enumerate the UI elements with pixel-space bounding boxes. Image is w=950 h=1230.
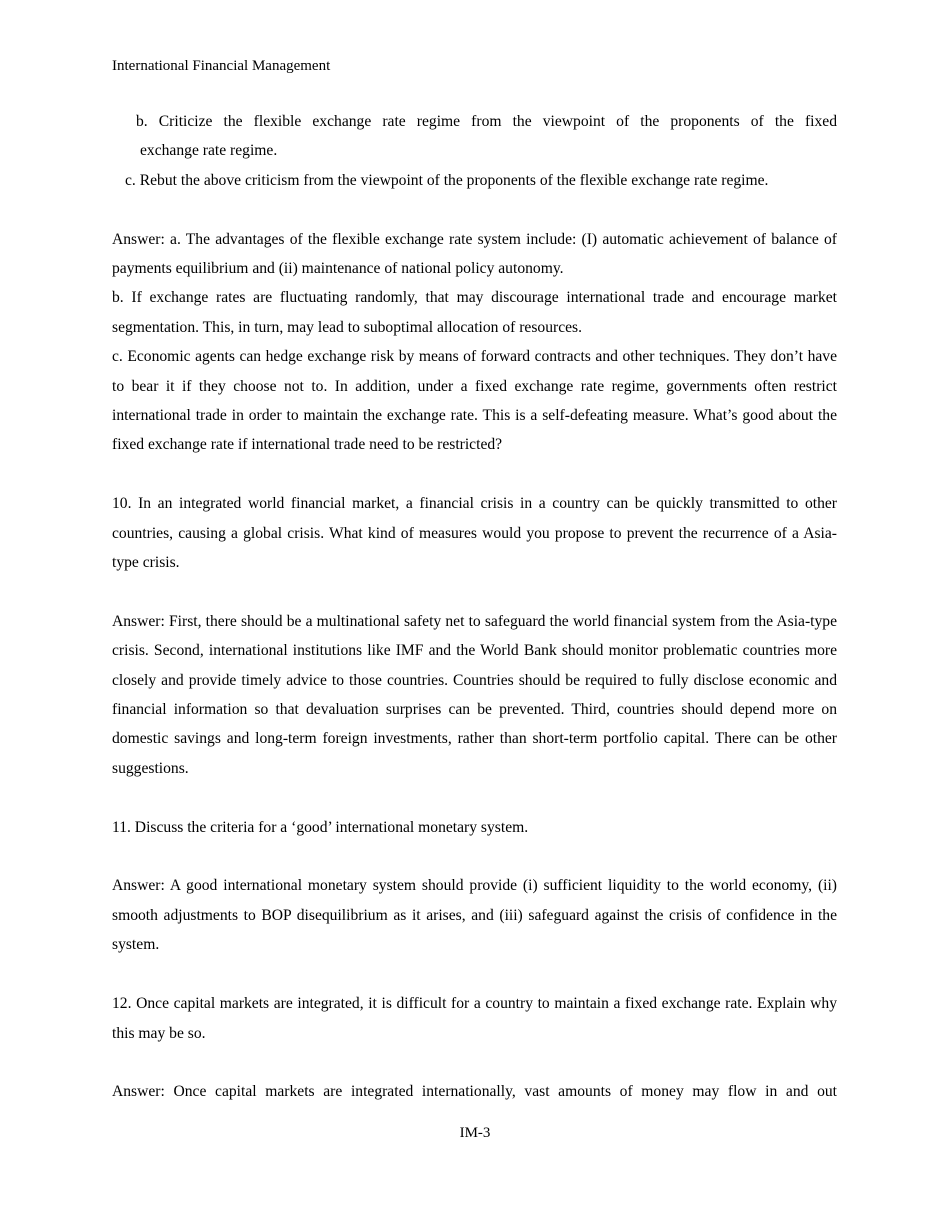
- spacer: [112, 842, 837, 871]
- spacer: [112, 460, 837, 489]
- answer-12: Answer: Once capital markets are integrated internationally, vast amounts of money may flow in and out: [112, 1083, 837, 1101]
- answer-9c: c. Economic agents can hedge exchange risk by means of forward contracts and other techniques. They don’t have to bear it if they choose not to. In addition, under a fixed exchange rate regime, governments often restrict international trade in order to maintain the exchange rate. This is a self-defeating measure. What’s good about the fixed exchange rate if international trade need to be restricted?: [112, 348, 837, 454]
- spacer: [112, 577, 837, 606]
- answer-11: Answer: A good international monetary system should provide (i) sufficient liquidity to the world economy, (ii) smooth adjustments to BOP disequilibrium as it arises, and (iii) safeguard against the crisis of confidence in the system.: [112, 877, 837, 954]
- question-part-c: c. Rebut the above criticism from the viewpoint of the proponents of the flexible exchange rate regime.: [125, 171, 769, 189]
- running-header: International Financial Management: [112, 58, 331, 74]
- page-number: IM-3: [459, 1125, 491, 1141]
- answer-9a: Answer: a. The advantages of the flexible exchange rate system include: (I) automatic achievement of balance of payments equilibrium and (ii) maintenance of national policy autonomy.: [112, 230, 837, 278]
- question-part-b-continuation: exchange rate regime.: [140, 142, 278, 160]
- question-part-b-line1: b. Criticize the flexible exchange rate regime from the viewpoint of the proponents of the fixed: [136, 113, 837, 130]
- question-11: 11. Discuss the criteria for a ‘good’ international monetary system.: [112, 818, 529, 836]
- spacer: [112, 1048, 837, 1077]
- question-part-b: [136, 107, 837, 136]
- answer-10: Answer: First, there should be a multinational safety net to safeguard the world financial system from the Asia-type crisis. Second, international institutions like IMF and the World Bank should monitor problematic countries more closely and provide timely advice to those countries. Countries should be required to fully disclose economic and financial information so that devaluation surprises can be prevented. Third, countries should depend more on domestic savings and long-term foreign investments, rather than short-term portfolio capital. There can be other suggestions.: [112, 612, 837, 777]
- spacer: [112, 960, 837, 989]
- page-body: [112, 107, 837, 1107]
- question-12: 12. Once capital markets are integrated, it is difficult for a country to maintain a fixed exchange rate. Explain why this may be so.: [112, 995, 837, 1042]
- spacer: [112, 195, 837, 224]
- answer-9b: b. If exchange rates are fluctuating randomly, that may discourage international trade and encourage market segmentation. This, in turn, may lead to suboptimal allocation of resources.: [112, 289, 837, 336]
- spacer: [112, 783, 837, 812]
- question-10: 10. In an integrated world financial market, a financial crisis in a country can be quickly transmitted to other countries, causing a global crisis. What kind of measures would you propose to prevent the recurrence of a Asia-type crisis.: [112, 495, 837, 572]
